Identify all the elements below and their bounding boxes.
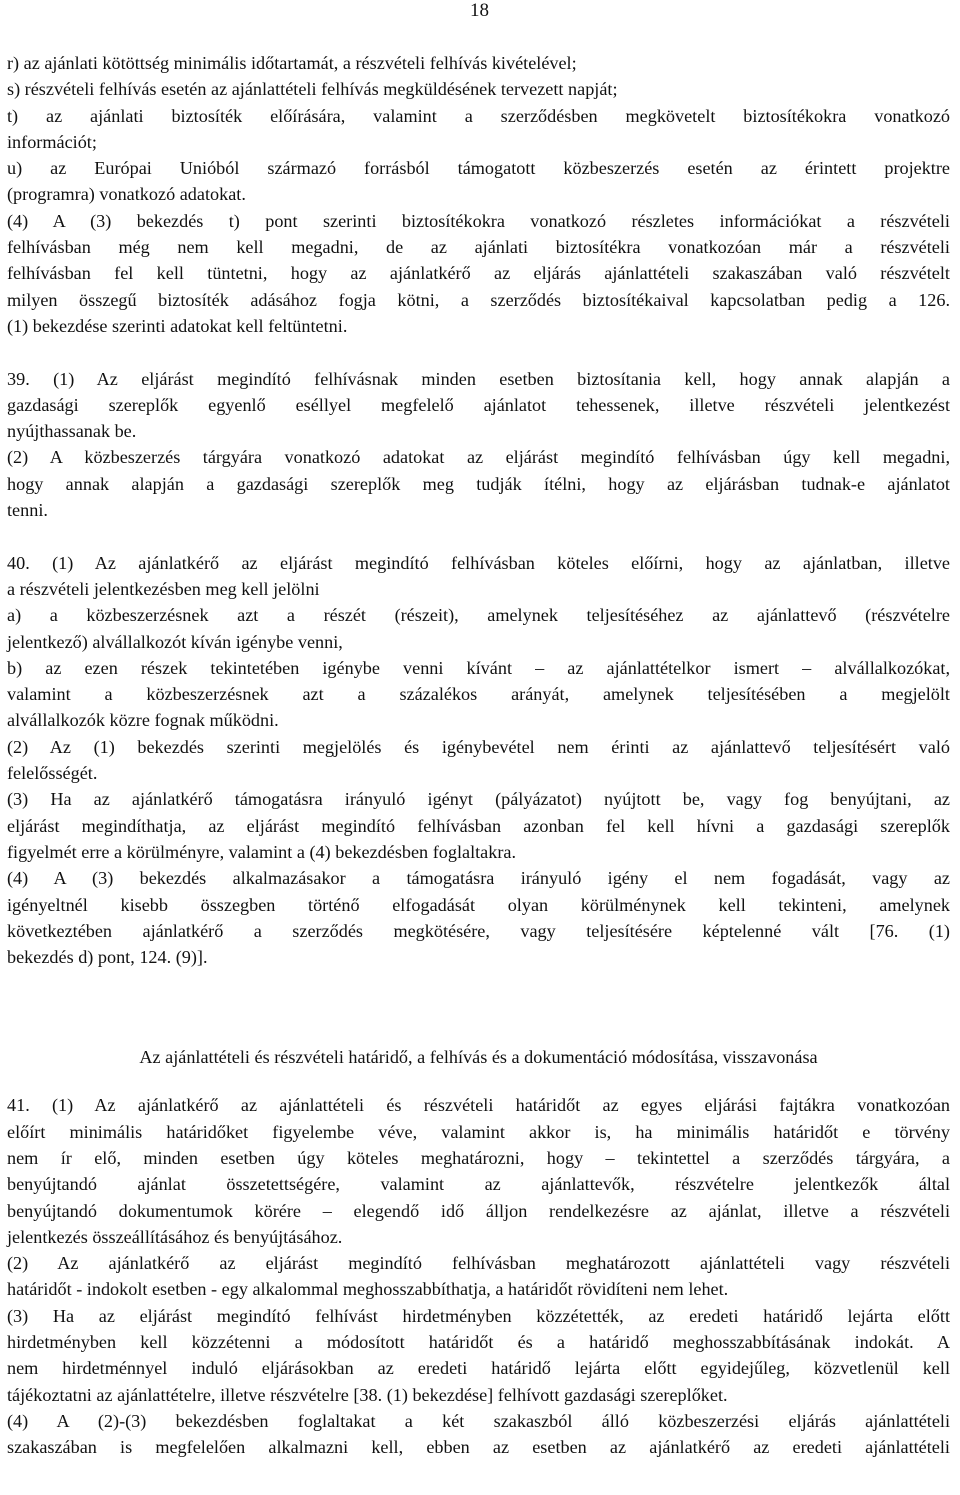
text-line: bekezdés d) pont, 124. (9)]. — [7, 947, 208, 968]
document-body — [7, 50, 950, 1461]
text-line: gazdasági szereplők egyenlő eséllyel megfelelő ajánlatot tehessenek, illetve részvételi jelentkezést — [7, 394, 950, 415]
section-38-continued — [7, 50, 950, 339]
text-line: a) a közbeszerzésnek azt a részét (részeit), amelynek teljesítéséhez az ajánlattevő (részvételre — [7, 605, 950, 626]
text-line: benyújtandó ajánlat összetettségére, valamint az ajánlattevők, részvételre jelentkezők által — [7, 1174, 950, 1195]
text-line: (2) Az ajánlatkérő az eljárást megindító felhívásban meghatározott ajánlattételi vagy részvételi — [7, 1253, 950, 1274]
text-line: r) az ajánlati kötöttség minimális időtartamát, a részvételi felhívás kivételével; — [7, 53, 577, 73]
text-line: (3) Ha az eljárást megindító felhívást hirdetményben közzétették, az eredeti határidő lejárta előtt — [7, 1305, 950, 1326]
text-line: szakaszában is megfelelően alkalmazni kell, ebben az esetben az ajánlatkérő az eredeti ajánlattételi — [7, 1437, 950, 1458]
text-line: (4) A (3) bekezdés alkalmazásakor a támogatásra irányuló igény el nem fogadását, vagy az — [7, 868, 950, 889]
text-line: s) részvételi felhívás esetén az ajánlattételi felhívás megküldésének tervezett napját; — [7, 79, 618, 100]
text-line: határidőt - indokolt esetben - egy alkalommal meghosszabbíthatja, a határidőt rövidíteni nem lehet. — [7, 1279, 729, 1300]
text-line: nyújthassanak be. — [7, 421, 137, 442]
section-heading: Az ajánlattételi és részvételi határidő, a felhívás és a dokumentáció módosítása, visszavonása — [139, 1047, 818, 1068]
text-line: (programra) vonatkozó adatokat. — [7, 184, 246, 205]
text-line: következtében ajánlatkérő a szerződés megkötésére, vagy teljesítésére képtelenné vált [76. (1) — [7, 920, 950, 941]
text-line: eljárást megindíthatja, az eljárást megindító felhívásban azonban fel kell hívni a gazdasági szereplők — [7, 815, 950, 836]
text-line: (3) Ha az ajánlatkérő támogatásra irányuló igényt (pályázatot) nyújtott be, vagy fog benyújtani, az — [7, 789, 950, 810]
text-line: 40. (1) Az ajánlatkérő az eljárást megindító felhívásban köteles előírni, hogy az ajánlatban, illetve — [7, 552, 950, 573]
text-line: alvállalkozók közre fognak működni. — [7, 710, 279, 731]
text-line: u) az Európai Unióból származó forrásból támogatott közbeszerzés esetén az érintett projektre — [7, 158, 950, 179]
text-line: 39. (1) Az eljárást megindító felhívásnak minden esetben biztosítania kell, hogy annak alapján a — [7, 368, 950, 389]
text-line: felhívásban még nem kell megadni, de az ajánlati biztosítékra vonatkozóan már a részvételi — [7, 237, 950, 258]
text-line: felhívásban fel kell tüntetni, hogy az ajánlatkérő az eljárás ajánlattételi szakaszában való részvételt — [7, 263, 950, 284]
text-line: t) az ajánlati biztosíték előírására, valamint a szerződésben megkövetelt biztosítékokra vonatkozó — [7, 105, 950, 126]
text-line: (2) Az (1) bekezdés szerinti megjelölés és igénybevétel nem érinti az ajánlattevő teljesítésért való — [7, 736, 950, 757]
text-line: benyújtandó dokumentumok körére – elegendő idő álljon rendelkezésre az ajánlat, illetve a részvételi — [7, 1200, 950, 1221]
text-line: a részvételi jelentkezésben meg kell jelölni — [7, 578, 320, 599]
text-line: nem ír elő, minden esetben úgy köteles meghatározni, hogy – tekintettel a szerződés tárgyára, a — [7, 1147, 950, 1168]
text-line: figyelmét erre a körülményre, valamint a (4) bekezdésben foglaltakra. — [7, 841, 517, 862]
text-line: hirdetményben kell közzétenni a módosított határidőt és a határidő meghosszabbításának indokát. A — [7, 1332, 950, 1353]
text-line: (1) bekezdése szerinti adatokat kell feltüntetni. — [7, 315, 348, 336]
text-line: (4) A (3) bekezdés t) pont szerinti biztosítékokra vonatkozó részletes információkat a részvételi — [7, 210, 950, 231]
text-line: valamint a közbeszerzésnek azt a százalékos arányát, amelynek teljesítésében a megjelölt — [7, 684, 950, 705]
text-line: jelentkezés összeállításához és benyújtásához. — [7, 1226, 343, 1247]
text-line: hogy annak alapján a gazdasági szereplők meg tudják ítélni, hogy az eljárásban tudnak-e ajánlatot — [7, 473, 950, 494]
text-line: felelősségét. — [7, 763, 98, 784]
text-line: (4) A (2)-(3) bekezdésben foglaltakat a két szakaszból álló közbeszerzési eljárás ajánlattételi — [7, 1410, 950, 1431]
text-line: tájékoztatni az ajánlattételre, illetve részvételre [38. (1) bekezdése] felhívott gazdasági szereplőket. — [7, 1384, 728, 1405]
text-line: nem hirdetménnyel induló eljárásokban az eredeti határidő lejárta előtt egyidejűleg, közvetlenül kell — [7, 1358, 950, 1379]
text-line: igényeltnél kisebb összegben történő elfogadását olyan körülménynek kell tekinteni, amelynek — [7, 894, 950, 915]
text-line: (2) A közbeszerzés tárgyára vonatkozó adatokat az eljárást megindító felhívásban úgy kell megadni, — [7, 447, 950, 468]
text-line: milyen összegű biztosíték adásához fogja kötni, a szerződés biztosítékaival kapcsolatban pedig a 126. — [7, 289, 950, 310]
section-39 — [7, 366, 950, 524]
text-line: 41. (1) Az ajánlatkérő az ajánlattételi és részvételi határidőt az egyes eljárási fajtákra vonatkozóan — [7, 1095, 950, 1116]
section-41 — [7, 1092, 950, 1460]
text-line: előírt minimális határidőket figyelembe véve, valamint akkor is, ha minimális határidőt e törvény — [7, 1121, 950, 1142]
section-40 — [7, 550, 950, 971]
text-line: b) az ezen részek tekintetében igénybe venni kívánt – az ajánlattételkor ismert – alvállalkozókat, — [7, 657, 950, 678]
text-line: tenni. — [7, 500, 48, 521]
text-line: jelentkező) alvállalkozót kíván igénybe venni, — [7, 631, 343, 652]
text-line: információt; — [7, 131, 97, 152]
page-number: 18 — [470, 0, 489, 21]
